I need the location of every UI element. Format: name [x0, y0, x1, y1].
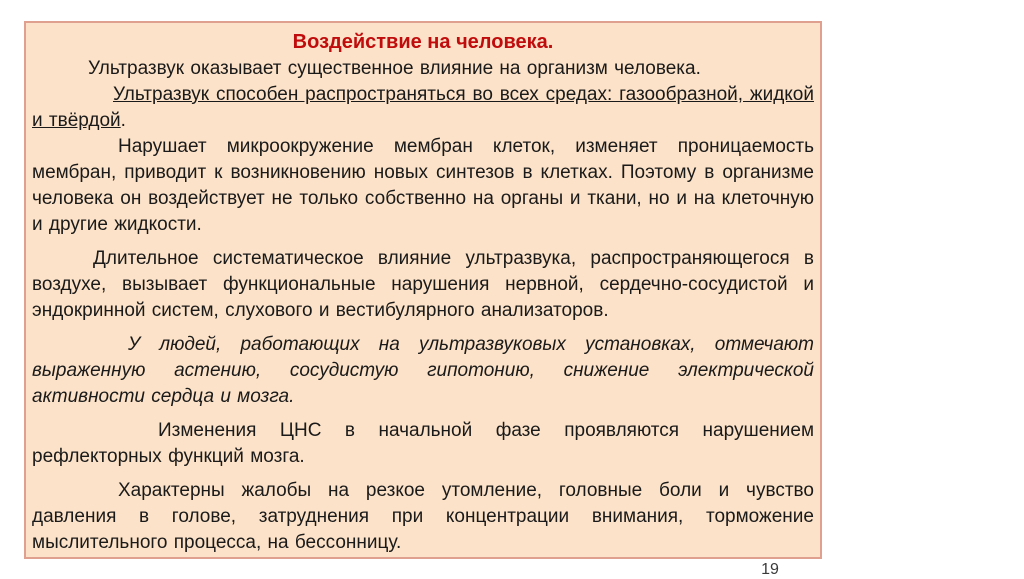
paragraph-influence-intro: Ультразвук оказывает существенное влияние на организм человека.	[88, 58, 701, 79]
underlined-text: Ультразвук способен распространяться во всех средах: газообразной, жидкой и твёрдой	[32, 84, 814, 131]
paragraph-workers-italic: У людей, работающих на ультразвуковых установках, отмечают выраженную астению, сосудистую гипотонию, снижение электрической активности сердца и мозга.	[32, 334, 814, 407]
paragraph-cns-changes: Изменения ЦНС в начальной фазе проявляются нарушением рефлекторных функций мозга.	[32, 420, 814, 467]
paragraph-complaints: Характерны жалобы на резкое утомление, головные боли и чувство давления в голове, затруднения при концентрации внимания, торможение мыслительного процесса, на бессонницу.	[32, 480, 814, 553]
paragraph-membranes: Нарушает микроокружение мембран клеток, изменяет проницаемость мембран, приводит к возникновению новых синтезов в клетках. Поэтому в организме человека он воздействует не только собственно на органы и ткани, но и на клеточную и другие жидкости.	[32, 136, 814, 235]
underlined-text-tail: .	[120, 110, 126, 131]
paragraph-propagation-underlined	[32, 82, 814, 134]
slide-title: Воздействие на человека.	[292, 31, 554, 53]
paragraph-systematic-influence: Длительное систематическое влияние ультразвука, распространяющегося в воздухе, вызывает функциональные нарушения нервной, сердечно-сосудистой и эндокринной систем, слухового и вестибулярного анализаторов.	[32, 248, 814, 321]
page-number: 19	[761, 561, 779, 578]
slide-text-box	[24, 21, 822, 559]
